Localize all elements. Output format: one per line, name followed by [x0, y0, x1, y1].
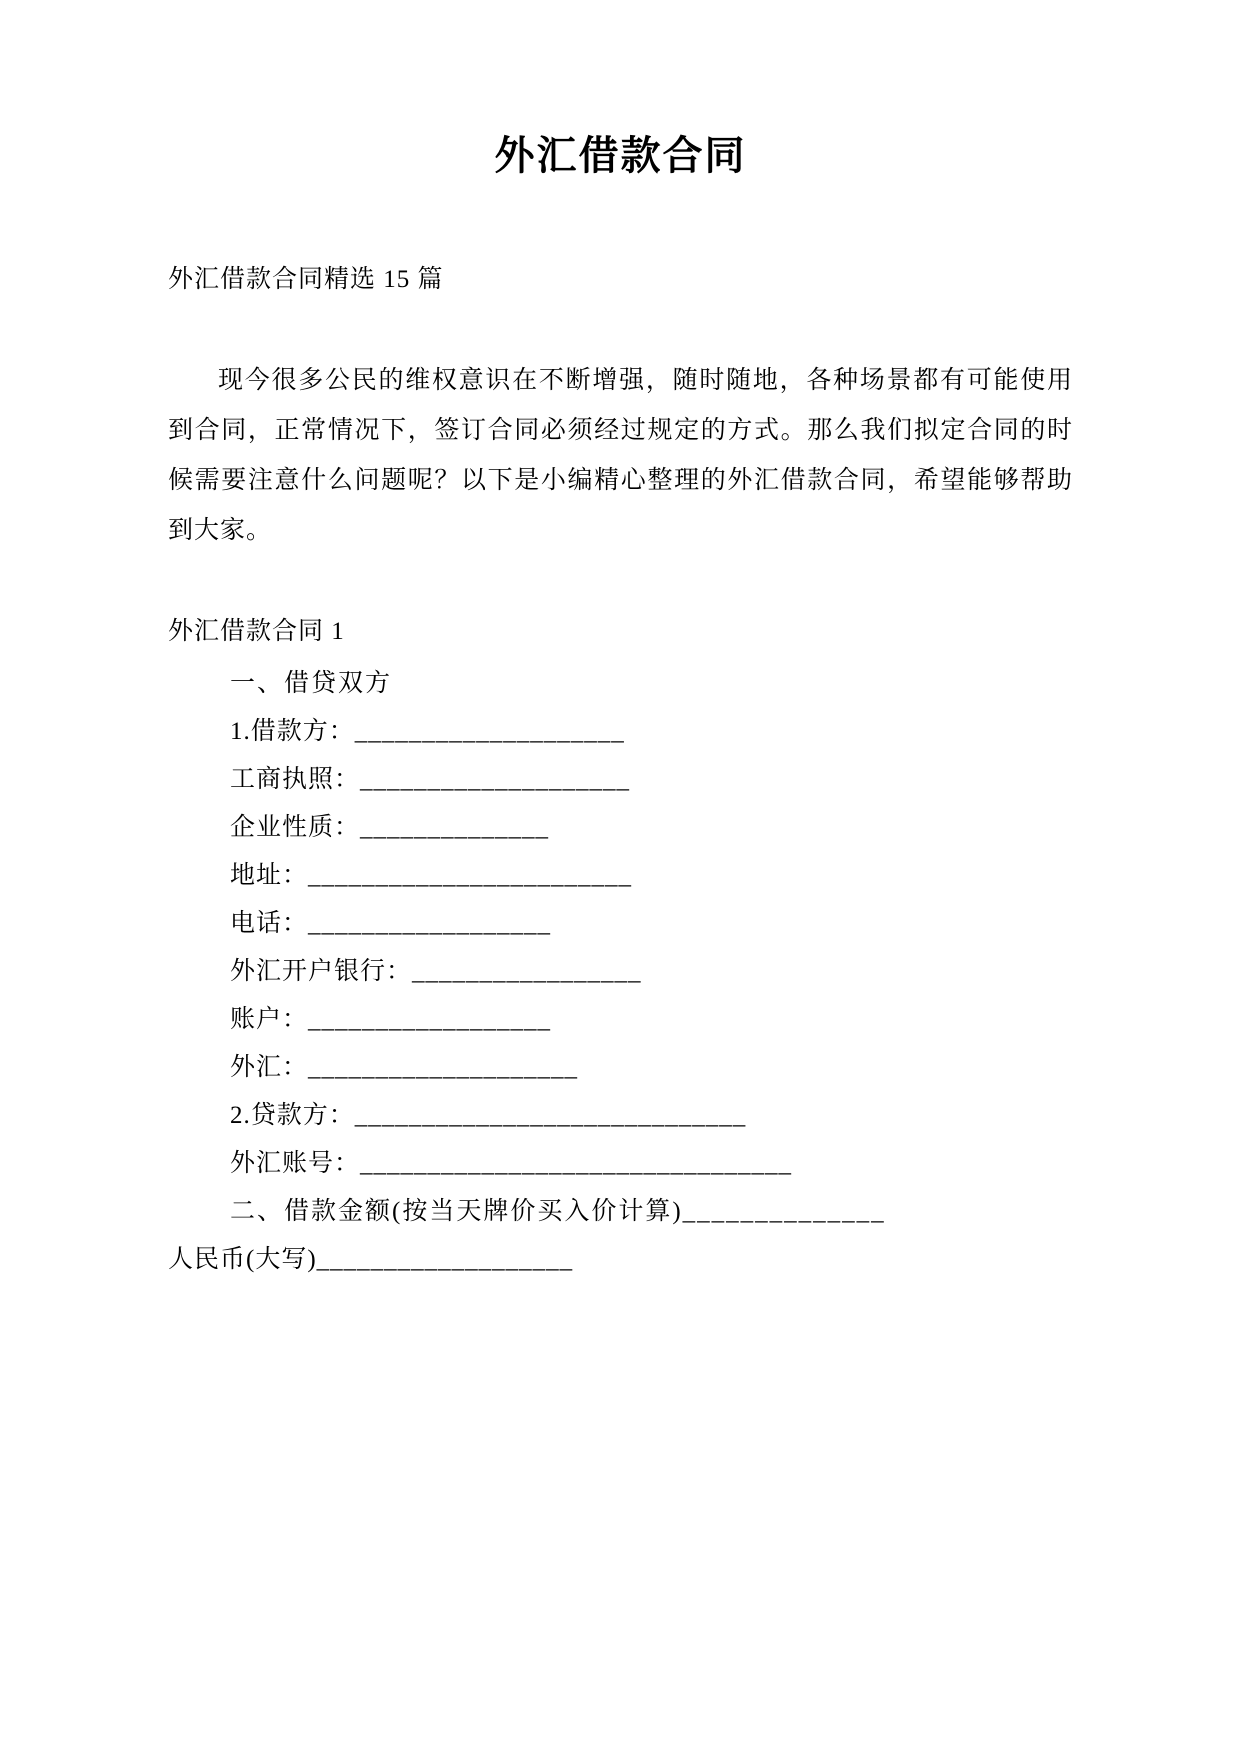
intro-paragraph: 现今很多公民的维权意识在不断增强，随时随地，各种场景都有可能使用到合同，正常情况下，签订合同必须经过规定的方式。那么我们拟定合同的时候需要注意什么问题呢？以下是小编精心整理的外汇借款合同，希望能够帮助到大家。: [168, 367, 1073, 544]
clause-item: 二、借款金额(按当天牌价买入价计算)______________: [230, 1197, 886, 1225]
clause-continuation: 人民币(大写)___________________: [168, 1245, 574, 1273]
clause-item: 电话：__________________: [230, 909, 552, 937]
clause-item: 地址：________________________: [230, 861, 633, 889]
clause-item: 一、借贷双方: [230, 669, 393, 697]
clause-item: 账户：__________________: [230, 1005, 552, 1033]
section-label: 外汇借款合同 1: [168, 618, 345, 645]
clause-item: 外汇：____________________: [230, 1053, 579, 1081]
clause-item: 2.贷款方：_____________________________: [230, 1101, 747, 1129]
page-title: 外汇借款合同: [494, 133, 747, 179]
clause-item: 外汇账号：________________________________: [230, 1149, 793, 1177]
clause-item: 1.借款方：____________________: [230, 717, 625, 745]
clause-item: 工商执照：____________________: [230, 765, 631, 793]
document-subtitle: 外汇借款合同精选 15 篇: [168, 266, 444, 293]
clause-item: 外汇开户银行：_________________: [230, 957, 642, 985]
clause-item: 企业性质：______________: [230, 813, 550, 841]
